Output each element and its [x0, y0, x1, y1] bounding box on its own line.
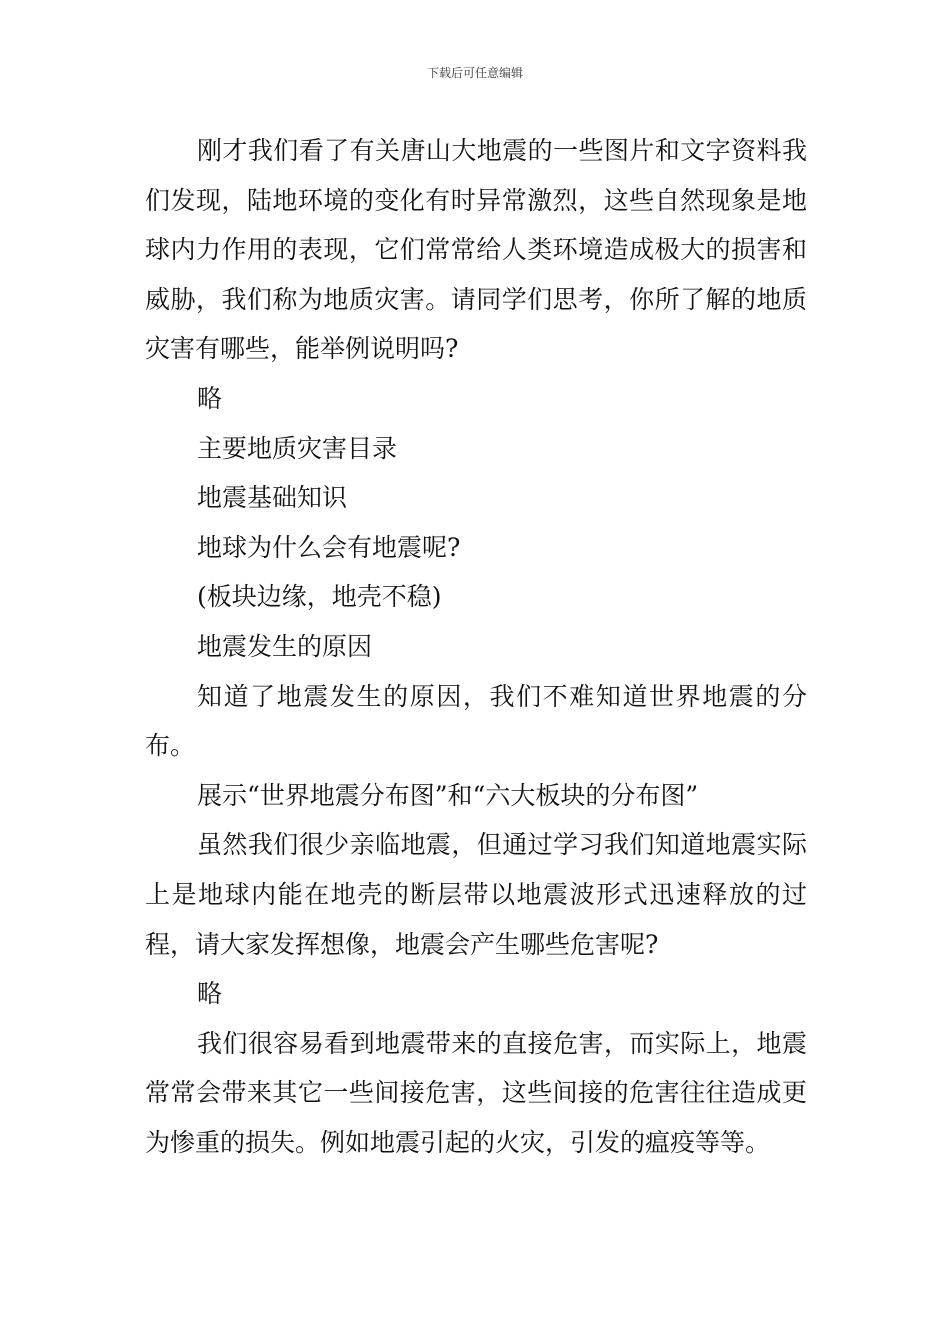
paragraph-why-earthquakes: 地球为什么会有地震呢?	[197, 532, 461, 562]
paragraph-earthquake-causes: 地震发生的原因	[197, 631, 373, 661]
paragraph-disaster-catalog: 主要地质灾害目录	[197, 433, 398, 463]
paragraph-earthquake-basics: 地震基础知识	[197, 483, 348, 513]
paragraph-plate-edges: (板块边缘，地壳不稳)	[197, 582, 442, 612]
paragraph-answer-omitted-2: 略	[197, 979, 223, 1009]
page-header-note: 下载后可任意编辑	[426, 66, 523, 80]
paragraph-show-maps: 展示“世界地震分布图”和“六大板块的分布图”	[197, 780, 699, 810]
paragraph-hazards-question: 虽然我们很少亲临地震，但通过学习我们知道地震实际上是地球内能在地壳的断层带以地震波形式迅速释放的过程，请大家发挥想像，地震会产生哪些危害呢?	[145, 830, 807, 959]
document-body	[145, 126, 807, 1167]
paragraph-intro: 刚才我们看了有关唐山大地震的一些图片和文字资料我们发现，陆地环境的变化有时异常激烈，这些自然现象是地球内力作用的表现，它们常常给人类环境造成极大的损害和威胁，我们称为地质灾害。请同学们思考，你所了解的地质灾害有哪些，能举例说明吗?	[145, 136, 807, 364]
paragraph-answer-omitted: 略	[197, 383, 223, 413]
paragraph-distribution: 知道了地震发生的原因，我们不难知道世界地震的分布。	[145, 681, 807, 761]
paragraph-indirect-hazards: 我们很容易看到地震带来的直接危害，而实际上，地震常常会带来其它一些间接危害，这些间接的危害往往造成更为惨重的损失。例如地震引起的火灾，引发的瘟疫等等。	[145, 1028, 807, 1157]
